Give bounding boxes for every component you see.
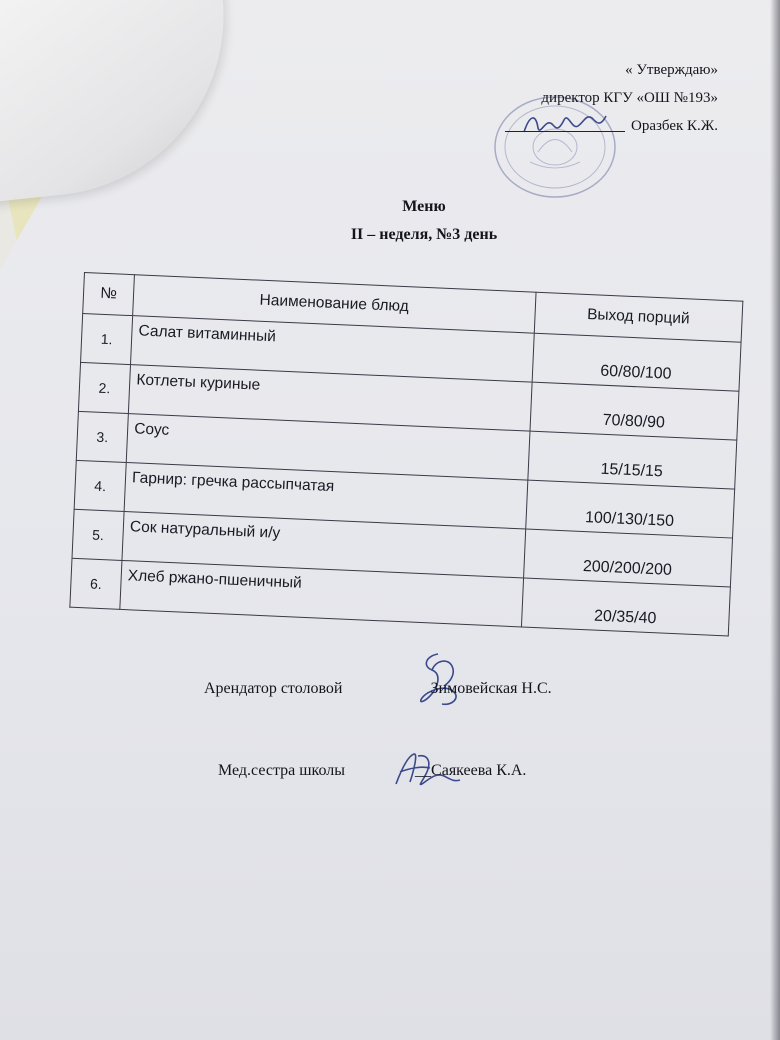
nurse-signature-row	[218, 762, 526, 780]
row-dish-name: Соус	[126, 414, 529, 480]
header-dish-name: Наименование блюд	[133, 275, 536, 333]
row-portion-output: 15/15/15	[527, 431, 736, 489]
approval-signatory	[505, 112, 718, 140]
tenant-signature	[408, 648, 470, 710]
row-number: 1.	[81, 313, 133, 364]
document-title: Меню	[402, 198, 446, 215]
row-portion-output: 200/200/200	[523, 529, 732, 587]
row-portion-output: 100/130/150	[525, 480, 734, 538]
tenant-name: Зимовейская Н.С.	[430, 680, 552, 697]
tenant-signature-row	[204, 680, 552, 698]
row-dish-name: Салат витаминный	[131, 316, 534, 382]
row-dish-name: Гарнир: гречка рассыпчатая	[124, 463, 527, 529]
row-number: 5.	[72, 509, 124, 560]
row-number: 4.	[74, 460, 126, 511]
header-portion-output: Выход порций	[534, 292, 743, 342]
nurse-name: __Саякеева К.А.	[415, 762, 527, 779]
page-edge-shadow	[770, 0, 780, 1040]
row-portion-output: 70/80/90	[530, 382, 739, 440]
row-portion-output: 60/80/100	[532, 333, 741, 391]
tenant-label: Арендатор столовой	[204, 680, 343, 697]
approval-name: Оразбек К.Ж.	[631, 118, 718, 134]
row-dish-name: Хлеб ржано-пшеничный	[120, 560, 523, 626]
header-number: №	[83, 273, 135, 316]
signature-line	[505, 131, 625, 132]
approval-heading: « Утверждаю»	[625, 62, 718, 78]
approval-block	[505, 56, 718, 140]
nurse-label: Мед.сестра школы	[218, 762, 346, 779]
approval-position: директор КГУ «ОШ №193»	[541, 90, 718, 106]
row-portion-output: 20/35/40	[521, 578, 730, 636]
row-dish-name: Котлеты куриные	[128, 365, 531, 431]
row-dish-name: Сок натуральный и/у	[122, 511, 525, 577]
row-number: 3.	[76, 411, 128, 462]
row-number: 2.	[78, 362, 130, 413]
document-subtitle: II – неделя, №3 день	[350, 226, 498, 243]
row-number: 6.	[70, 558, 122, 609]
menu-table	[69, 272, 743, 636]
